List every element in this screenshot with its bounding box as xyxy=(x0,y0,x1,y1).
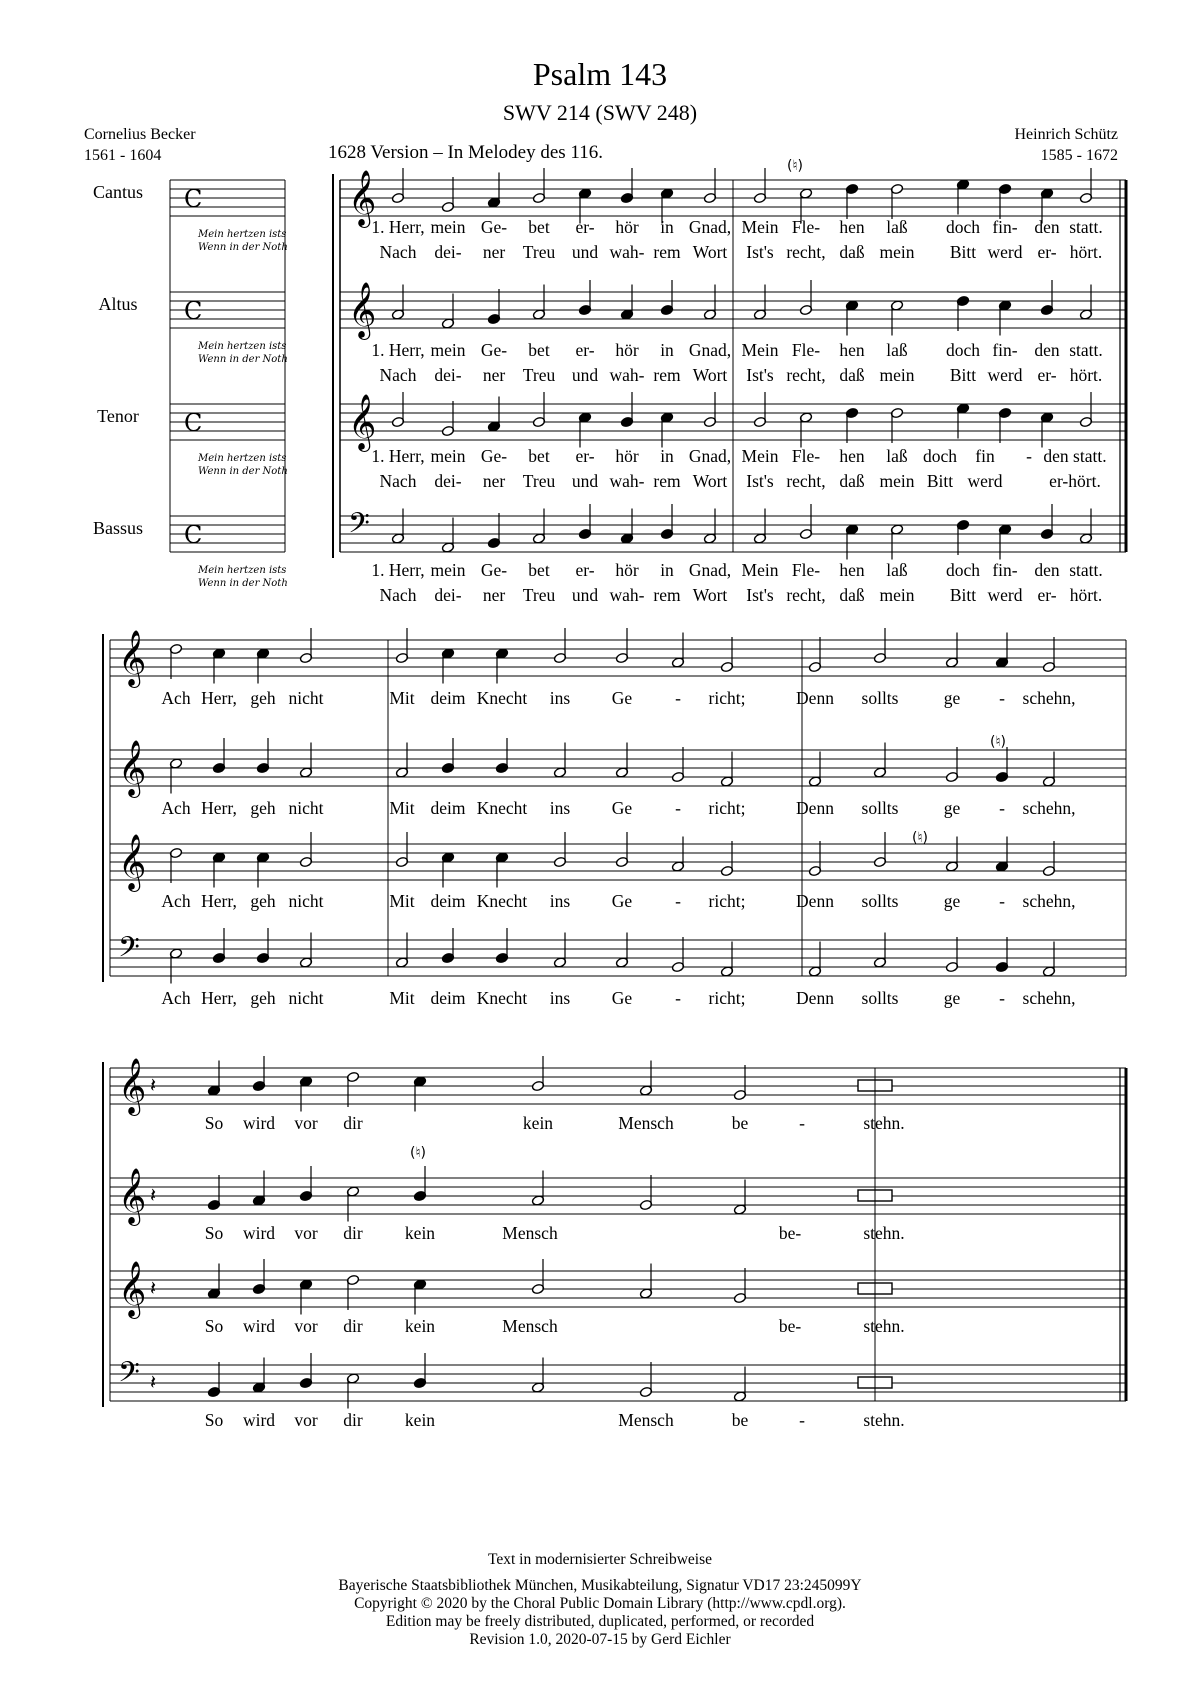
lyric-syllable: laß xyxy=(886,340,908,360)
ficta-natural-icon: (♮) xyxy=(912,830,928,846)
lyric-syllable: nicht xyxy=(288,988,324,1008)
lyric-syllable: - xyxy=(799,1113,805,1133)
lyric-syllable: mein xyxy=(879,242,915,262)
lyric-syllable: Knecht xyxy=(476,798,528,818)
lyric-syllable: rem xyxy=(653,585,681,605)
lyric-syllable: Denn xyxy=(796,988,834,1008)
lyric-syllable: Gnad, xyxy=(688,446,732,466)
lyric-syllable: schehn, xyxy=(1022,688,1076,708)
lyric-syllable: Knecht xyxy=(476,688,528,708)
lyric-syllable: Mensch xyxy=(502,1223,558,1243)
lyric-syllable: rem xyxy=(653,471,681,491)
treble-clef-icon: 𝄞 xyxy=(118,1168,147,1224)
lyric-syllable: wird xyxy=(242,1316,276,1336)
lyric-syllable: 1. Herr, xyxy=(371,560,425,580)
time-signature-icon: C xyxy=(184,185,203,213)
lyric-syllable: richt; xyxy=(708,688,746,708)
lyric-syllable: Ist's xyxy=(746,471,774,491)
lyric-syllable: Mensch xyxy=(618,1410,674,1430)
treble-clef-icon: 𝄞 xyxy=(348,170,377,226)
rest-icon: 𝄽 xyxy=(150,1183,157,1207)
lyric-syllable: sollts xyxy=(861,891,899,911)
lyric-syllable: hört. xyxy=(1069,365,1103,385)
lyric-syllable: dei- xyxy=(434,365,462,385)
lyric-syllable: be- xyxy=(778,1223,802,1243)
lyric-syllable: den statt. xyxy=(1043,446,1107,466)
incipit-bassus xyxy=(198,564,288,590)
lyric-syllable: Ach xyxy=(161,688,191,708)
treble-clef-icon: 𝄞 xyxy=(118,1058,147,1114)
lyric-syllable: daß xyxy=(839,585,865,605)
lyric-syllable: - xyxy=(999,988,1005,1008)
lyric-syllable: dei- xyxy=(434,242,462,262)
incipit-text: Wenn in der Noth xyxy=(198,242,288,253)
lyric-syllable: bet xyxy=(528,560,550,580)
incipit-text: Wenn in der Noth xyxy=(198,354,288,365)
lyric-syllable: Nach xyxy=(379,585,417,605)
treble-clef-icon: 𝄞 xyxy=(118,740,147,796)
lyric-syllable: Ge xyxy=(611,988,633,1008)
lyric-syllable: doch xyxy=(945,340,981,360)
lyric-syllable: Ge- xyxy=(480,560,508,580)
lyric-syllable: ins xyxy=(549,798,571,818)
time-signature-icon: C xyxy=(184,409,203,437)
lyric-syllable: vor xyxy=(294,1316,318,1336)
lyric-syllable: werd xyxy=(967,471,1003,491)
lyric-syllable: dir xyxy=(343,1113,363,1133)
lyric-syllable: Denn xyxy=(796,891,834,911)
composer-credit xyxy=(1014,124,1118,166)
lyric-syllable: er- xyxy=(575,340,595,360)
lyric-syllable: Ge- xyxy=(480,217,508,237)
lyric-syllable: ge xyxy=(943,688,961,708)
lyric-syllable: So xyxy=(204,1223,224,1243)
lyric-syllable: ner xyxy=(482,585,506,605)
lyric-syllable: mein xyxy=(430,340,466,360)
lyric-syllable: Herr, xyxy=(201,798,237,818)
lyric-syllable: Bitt xyxy=(949,585,977,605)
lyric-syllable: Herr, xyxy=(201,891,237,911)
lyric-syllable: kein xyxy=(404,1316,436,1336)
lyric-syllable: laß xyxy=(886,217,908,237)
lyric-syllable: wah- xyxy=(609,585,645,605)
incipit-altus xyxy=(198,340,288,366)
incipit-text: Mein hertzen ists xyxy=(198,229,287,240)
time-signature-icon: C xyxy=(184,521,203,549)
lyric-syllable: sollts xyxy=(861,798,899,818)
lyric-syllable: nicht xyxy=(288,688,324,708)
lyric-syllable: bet xyxy=(528,217,550,237)
lyric-syllable: Mit xyxy=(389,988,415,1008)
lyric-syllable: hen xyxy=(839,340,865,360)
lyric-syllable: hen xyxy=(839,560,865,580)
lyric-syllable: Ge xyxy=(611,891,633,911)
lyric-syllable: Bitt xyxy=(949,242,977,262)
lyric-syllable: ner xyxy=(482,471,506,491)
ficta-natural-icon: (♮) xyxy=(410,1145,426,1161)
lyric-syllable: hen xyxy=(839,446,865,466)
lyric-syllable: doch xyxy=(922,446,958,466)
lyric-syllable: er- xyxy=(1037,365,1057,385)
lyric-syllable: rem xyxy=(653,242,681,262)
footer-source: Bayerische Staatsbibliothek München, Musikabteilung, Signatur VD17 23:245099Y xyxy=(338,1577,862,1594)
lyric-syllable: Nach xyxy=(379,365,417,385)
lyric-syllable: ge xyxy=(943,891,961,911)
lyric-syllable: ge xyxy=(943,798,961,818)
lyric-syllable: Fle- xyxy=(791,560,821,580)
incipit-text: Wenn in der Noth xyxy=(198,466,288,477)
lyric-syllable: vor xyxy=(294,1223,318,1243)
bass-clef-icon: 𝄢 xyxy=(118,1356,140,1396)
lyric-hyphen: - xyxy=(799,1410,805,1430)
lyric-syllable: in xyxy=(660,560,674,580)
lyric-syllable: Bitt xyxy=(926,471,954,491)
lyric-syllable: er- xyxy=(575,217,595,237)
lyric-syllable: deim xyxy=(430,688,466,708)
lyric-syllable: daß xyxy=(839,242,865,262)
lyric-syllable: fin- xyxy=(992,217,1018,237)
lyric-syllable: Mein xyxy=(741,340,779,360)
lyric-syllable: und xyxy=(571,585,599,605)
incipit-text: Wenn in der Noth xyxy=(198,578,288,589)
poet-dates: 1561 - 1604 xyxy=(84,147,162,164)
lyric-syllable: hör xyxy=(615,217,639,237)
lyric-syllable: er- xyxy=(1037,242,1057,262)
lyric-syllable: - xyxy=(675,891,681,911)
lyric-syllable: den xyxy=(1034,217,1060,237)
lyric-syllable: hört. xyxy=(1069,585,1103,605)
treble-clef-icon: 𝄞 xyxy=(118,834,147,890)
lyric-syllable: den xyxy=(1034,560,1060,580)
lyric-syllable: recht, xyxy=(786,365,826,385)
lyric-syllable: doch xyxy=(945,217,981,237)
lyric-syllable: Treu xyxy=(522,365,556,385)
lyric-syllable: geh xyxy=(250,688,276,708)
lyric-syllable: kein xyxy=(404,1410,436,1430)
page-title: Psalm 143 xyxy=(532,56,668,92)
lyric-syllable: recht, xyxy=(786,585,826,605)
lyric-syllable: So xyxy=(204,1410,224,1430)
lyric-syllable: wird xyxy=(242,1113,276,1133)
footer-revision: Revision 1.0, 2020-07-15 by Gerd Eichler xyxy=(469,1631,731,1648)
lyric-syllable: hört. xyxy=(1069,242,1103,262)
ficta-natural-icon: (♮) xyxy=(787,158,803,174)
lyric-syllable: mein xyxy=(879,365,915,385)
lyric-syllable: deim xyxy=(430,988,466,1008)
treble-clef-icon: 𝄞 xyxy=(118,630,147,686)
footer-license: Edition may be freely distributed, duplicated, performed, or recorded xyxy=(385,1613,815,1630)
lyric-syllable: Herr, xyxy=(201,688,237,708)
lyric-syllable: deim xyxy=(430,891,466,911)
lyric-syllable: stehn. xyxy=(863,1113,905,1133)
lyric-syllable: und xyxy=(571,471,599,491)
lyric-syllable: Mit xyxy=(389,688,415,708)
version-note: 1628 Version – In Melodey des 116. xyxy=(328,142,603,163)
lyric-syllable: statt. xyxy=(1069,340,1103,360)
lyric-syllable: werd xyxy=(987,242,1023,262)
lyric-syllable: Wort xyxy=(692,471,728,491)
lyric-syllable: Mit xyxy=(389,891,415,911)
lyric-syllable: statt. xyxy=(1069,217,1103,237)
treble-clef-icon: 𝄞 xyxy=(118,1261,147,1317)
lyric-syllable: ner xyxy=(482,242,506,262)
lyric-syllable: stehn. xyxy=(863,1223,905,1243)
lyric-syllable: mein xyxy=(879,585,915,605)
poet-name: Cornelius Becker xyxy=(84,126,196,143)
lyric-syllable: Nach xyxy=(379,471,417,491)
lyric-syllable: statt. xyxy=(1069,560,1103,580)
lyric-syllable: Ist's xyxy=(746,365,774,385)
poet-credit xyxy=(84,124,196,166)
lyric-syllable: kein xyxy=(522,1113,554,1133)
lyric-syllable: Mein xyxy=(741,217,779,237)
voice-name-altus: Altus xyxy=(98,294,138,314)
lyric-syllable: vor xyxy=(294,1410,318,1430)
lyric-syllable: hör xyxy=(615,340,639,360)
lyric-syllable: So xyxy=(204,1113,224,1133)
lyric-syllable: Wort xyxy=(692,365,728,385)
lyric-syllable: geh xyxy=(250,891,276,911)
page-subtitle: SWV 214 (SWV 248) xyxy=(502,100,698,125)
lyric-syllable: Wort xyxy=(692,585,728,605)
lyric-syllable: Ist's xyxy=(746,585,774,605)
lyric-syllable: mein xyxy=(430,217,466,237)
lyric-syllable: hen xyxy=(839,217,865,237)
lyric-syllable: Ach xyxy=(161,988,191,1008)
incipit-text: Mein hertzen ists xyxy=(198,565,287,576)
lyric-syllable: Mein xyxy=(741,560,779,580)
lyric-syllable: wah- xyxy=(609,365,645,385)
lyric-syllable: den xyxy=(1034,340,1060,360)
lyric-syllable: Mensch xyxy=(502,1316,558,1336)
lyric-syllable: richt; xyxy=(708,798,746,818)
ficta-natural-icon: (♮) xyxy=(990,734,1006,750)
lyric-syllable: Ist's xyxy=(746,242,774,262)
lyric-syllable: er- xyxy=(575,446,595,466)
lyric-syllable: Mit xyxy=(389,798,415,818)
lyric-syllable: geh xyxy=(250,798,276,818)
lyric-syllable: schehn, xyxy=(1022,891,1076,911)
lyric-syllable: Ge xyxy=(611,688,633,708)
lyric-syllable: in xyxy=(660,340,674,360)
lyric-syllable: dei- xyxy=(434,471,462,491)
lyric-syllable: 1. Herr, xyxy=(371,446,425,466)
lyric-syllable: Treu xyxy=(522,471,556,491)
lyric-syllable: ins xyxy=(549,988,571,1008)
lyric-syllable: Fle- xyxy=(791,446,821,466)
lyric-syllable: ins xyxy=(549,891,571,911)
lyric-syllable: und xyxy=(571,365,599,385)
lyric-syllable: 1. Herr, xyxy=(371,340,425,360)
lyric-syllable: mein xyxy=(430,446,466,466)
lyric-syllable: Mein xyxy=(741,446,779,466)
lyric-syllable: Denn xyxy=(796,798,834,818)
lyric-syllable: dei- xyxy=(434,585,462,605)
lyric-syllable: sollts xyxy=(861,988,899,1008)
lyric-syllable: mein xyxy=(879,471,915,491)
lyric-syllable: Fle- xyxy=(791,340,821,360)
lyric-syllable: in xyxy=(660,217,674,237)
lyric-syllable: fin xyxy=(975,446,995,466)
lyric-syllable: sollts xyxy=(861,688,899,708)
lyric-syllable: Fle- xyxy=(791,217,821,237)
lyric-syllable: Bitt xyxy=(949,365,977,385)
treble-clef-icon: 𝄞 xyxy=(348,282,377,338)
incipit-text: Mein hertzen ists xyxy=(198,453,287,464)
lyric-syllable: bet xyxy=(528,340,550,360)
bass-clef-icon: 𝄢 xyxy=(348,507,370,547)
lyric-syllable: stehn. xyxy=(863,1316,905,1336)
lyric-syllable: nicht xyxy=(288,891,324,911)
lyric-syllable: - xyxy=(999,688,1005,708)
lyric-syllable: und xyxy=(571,242,599,262)
lyric-syllable: in xyxy=(660,446,674,466)
lyric-syllable: werd xyxy=(987,585,1023,605)
lyric-syllable: richt; xyxy=(708,988,746,1008)
voice-name-tenor: Tenor xyxy=(97,406,139,426)
lyric-syllable: - xyxy=(675,798,681,818)
lyric-syllable: vor xyxy=(294,1113,318,1133)
rest-icon: 𝄽 xyxy=(150,1073,157,1097)
lyric-syllable: Ge- xyxy=(480,340,508,360)
lyric-syllable: Denn xyxy=(796,688,834,708)
lyric-syllable: richt; xyxy=(708,891,746,911)
lyric-syllable: recht, xyxy=(786,242,826,262)
lyric-syllable: Knecht xyxy=(476,988,528,1008)
lyric-syllable: - xyxy=(675,688,681,708)
incipit-text: Mein hertzen ists xyxy=(198,341,287,352)
lyric-syllable: wah- xyxy=(609,471,645,491)
lyric-syllable: mein xyxy=(430,560,466,580)
lyric-syllable: ins xyxy=(549,688,571,708)
lyric-syllable: dir xyxy=(343,1223,363,1243)
lyric-syllable: Gnad, xyxy=(688,560,732,580)
rest-icon: 𝄽 xyxy=(150,1370,157,1394)
lyric-syllable: er-hört. xyxy=(1049,471,1101,491)
voice-name-bassus: Bassus xyxy=(92,518,143,538)
treble-clef-icon: 𝄞 xyxy=(348,394,377,450)
lyric-syllable: er- xyxy=(575,560,595,580)
lyric-syllable: dir xyxy=(343,1410,363,1430)
lyric-syllable: Ach xyxy=(161,891,191,911)
lyric-syllable: Treu xyxy=(522,585,556,605)
lyric-syllable: deim xyxy=(430,798,466,818)
lyric-syllable: geh xyxy=(250,988,276,1008)
lyric-syllable: doch xyxy=(945,560,981,580)
lyric-syllable: hör xyxy=(615,446,639,466)
lyric-syllable: Herr, xyxy=(201,988,237,1008)
lyric-syllable: schehn, xyxy=(1022,798,1076,818)
lyric-syllable: Knecht xyxy=(476,891,528,911)
lyric-syllable: - xyxy=(675,988,681,1008)
lyric-syllable: werd xyxy=(987,365,1023,385)
footer-copyright: Copyright © 2020 by the Choral Public Domain Library (http://www.cpdl.org). xyxy=(354,1595,846,1612)
lyric-syllable: laß xyxy=(886,560,908,580)
lyric-syllable: er- xyxy=(1037,585,1057,605)
footer-note: Text in modernisierter Schreibweise xyxy=(487,1551,713,1568)
lyric-syllable: Ach xyxy=(161,798,191,818)
lyric-syllable: Gnad, xyxy=(688,340,732,360)
lyric-syllable: wird xyxy=(242,1223,276,1243)
lyric-syllable: Gnad, xyxy=(688,217,732,237)
composer-dates: 1585 - 1672 xyxy=(1040,147,1118,164)
lyric-syllable: Wort xyxy=(692,242,728,262)
lyric-syllable: schehn, xyxy=(1022,988,1076,1008)
lyric-syllable: nicht xyxy=(288,798,324,818)
time-signature-icon: C xyxy=(184,297,203,325)
lyric-syllable: fin- xyxy=(992,340,1018,360)
lyric-syllable: laß xyxy=(886,446,908,466)
voice-name-cantus: Cantus xyxy=(92,182,143,202)
lyric-syllable: - xyxy=(1026,446,1032,466)
composer-name: Heinrich Schütz xyxy=(1014,126,1118,143)
lyric-syllable: wird xyxy=(242,1410,276,1430)
lyric-syllable: hör xyxy=(615,560,639,580)
incipit-tenor xyxy=(198,452,288,478)
lyric-syllable: - xyxy=(999,891,1005,911)
lyric-syllable: rem xyxy=(653,365,681,385)
lyric-syllable: So xyxy=(204,1316,224,1336)
lyric-syllable: Mensch xyxy=(618,1113,674,1133)
lyric-syllable: daß xyxy=(839,365,865,385)
lyric-syllable: kein xyxy=(404,1223,436,1243)
rest-icon: 𝄽 xyxy=(150,1276,157,1300)
lyric-syllable: recht, xyxy=(786,471,826,491)
lyric-syllable: bet xyxy=(528,446,550,466)
bass-clef-icon: 𝄢 xyxy=(118,931,140,971)
lyric-syllable: dir xyxy=(343,1316,363,1336)
lyric-syllable: fin- xyxy=(992,560,1018,580)
lyric-syllable: be xyxy=(731,1410,749,1430)
lyric-syllable: Nach xyxy=(379,242,417,262)
lyric-syllable: wah- xyxy=(609,242,645,262)
lyric-syllable: 1. Herr, xyxy=(371,217,425,237)
lyric-syllable: ge xyxy=(943,988,961,1008)
incipit-cantus xyxy=(198,228,288,254)
lyric-syllable: daß xyxy=(839,471,865,491)
lyric-syllable: stehn. xyxy=(863,1410,905,1430)
lyric-syllable: Treu xyxy=(522,242,556,262)
lyric-syllable: ner xyxy=(482,365,506,385)
lyric-syllable: be- xyxy=(778,1316,802,1336)
lyric-syllable: Ge- xyxy=(480,446,508,466)
lyric-syllable: Ge xyxy=(611,798,633,818)
lyric-syllable: - xyxy=(999,798,1005,818)
lyric-syllable: be xyxy=(731,1113,749,1133)
